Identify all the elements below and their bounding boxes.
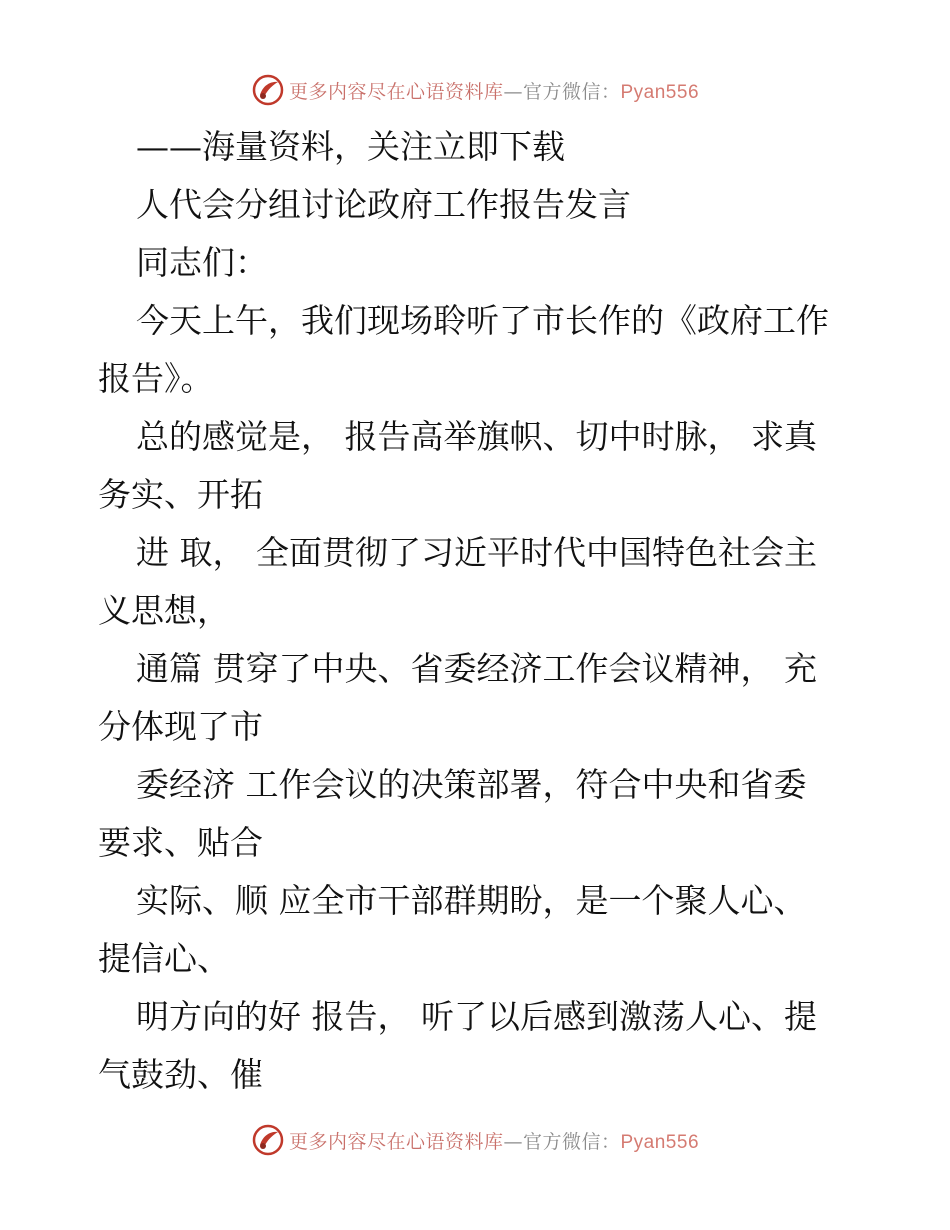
document-title: 人代会分组讨论政府工作报告发言	[136, 185, 631, 224]
logo-icon	[251, 1123, 285, 1157]
text-line: 实际、顺 应全市干部群期盼，是一个聚人心、	[136, 881, 807, 920]
text-line: 分体现了市	[98, 707, 263, 746]
text-line: 义思想，	[98, 591, 230, 630]
wechat-id: Pyan556	[620, 1131, 700, 1153]
banner-dash: —	[503, 80, 523, 103]
text-line: 通篇 贯穿了中央、省委经济工作会议精神， 充	[136, 649, 817, 688]
text-line: ——海量资料，关注立即下载	[136, 127, 565, 166]
text-line: 今天上午，我们现场聆听了市长作的《政府工作	[136, 301, 829, 340]
text-line: 进 取， 全面贯彻了习近平时代中国特色社会主	[136, 533, 817, 572]
banner-text	[289, 77, 699, 104]
footer-banner	[0, 1120, 950, 1160]
wechat-label: 官方微信：	[522, 80, 621, 103]
text-line: 务实、开拓	[98, 475, 263, 514]
text-line: 总的感觉是， 报告高举旗帜、切中时脉， 求真	[136, 417, 817, 456]
banner-text	[289, 1127, 699, 1154]
banner-dash: —	[503, 1130, 523, 1153]
text-line: 委经济 工作会议的决策部署，符合中央和省委	[136, 765, 807, 804]
header-banner	[0, 70, 950, 110]
document-body	[98, 118, 858, 1104]
banner-left-text: 更多内容尽在心语资料库	[288, 80, 504, 103]
text-line: 报告》。	[98, 359, 214, 398]
text-line: 要求、贴合	[98, 823, 263, 862]
wechat-id: Pyan556	[620, 81, 700, 103]
text-line: 同志们：	[136, 243, 268, 282]
text-line: 气鼓劲、催	[98, 1055, 263, 1094]
text-line: 明方向的好 报告， 听了以后感到激荡人心、提	[136, 997, 817, 1036]
logo-icon	[251, 73, 285, 107]
banner-left-text: 更多内容尽在心语资料库	[288, 1130, 504, 1153]
text-line: 提信心、	[98, 939, 230, 978]
wechat-label: 官方微信：	[522, 1130, 621, 1153]
